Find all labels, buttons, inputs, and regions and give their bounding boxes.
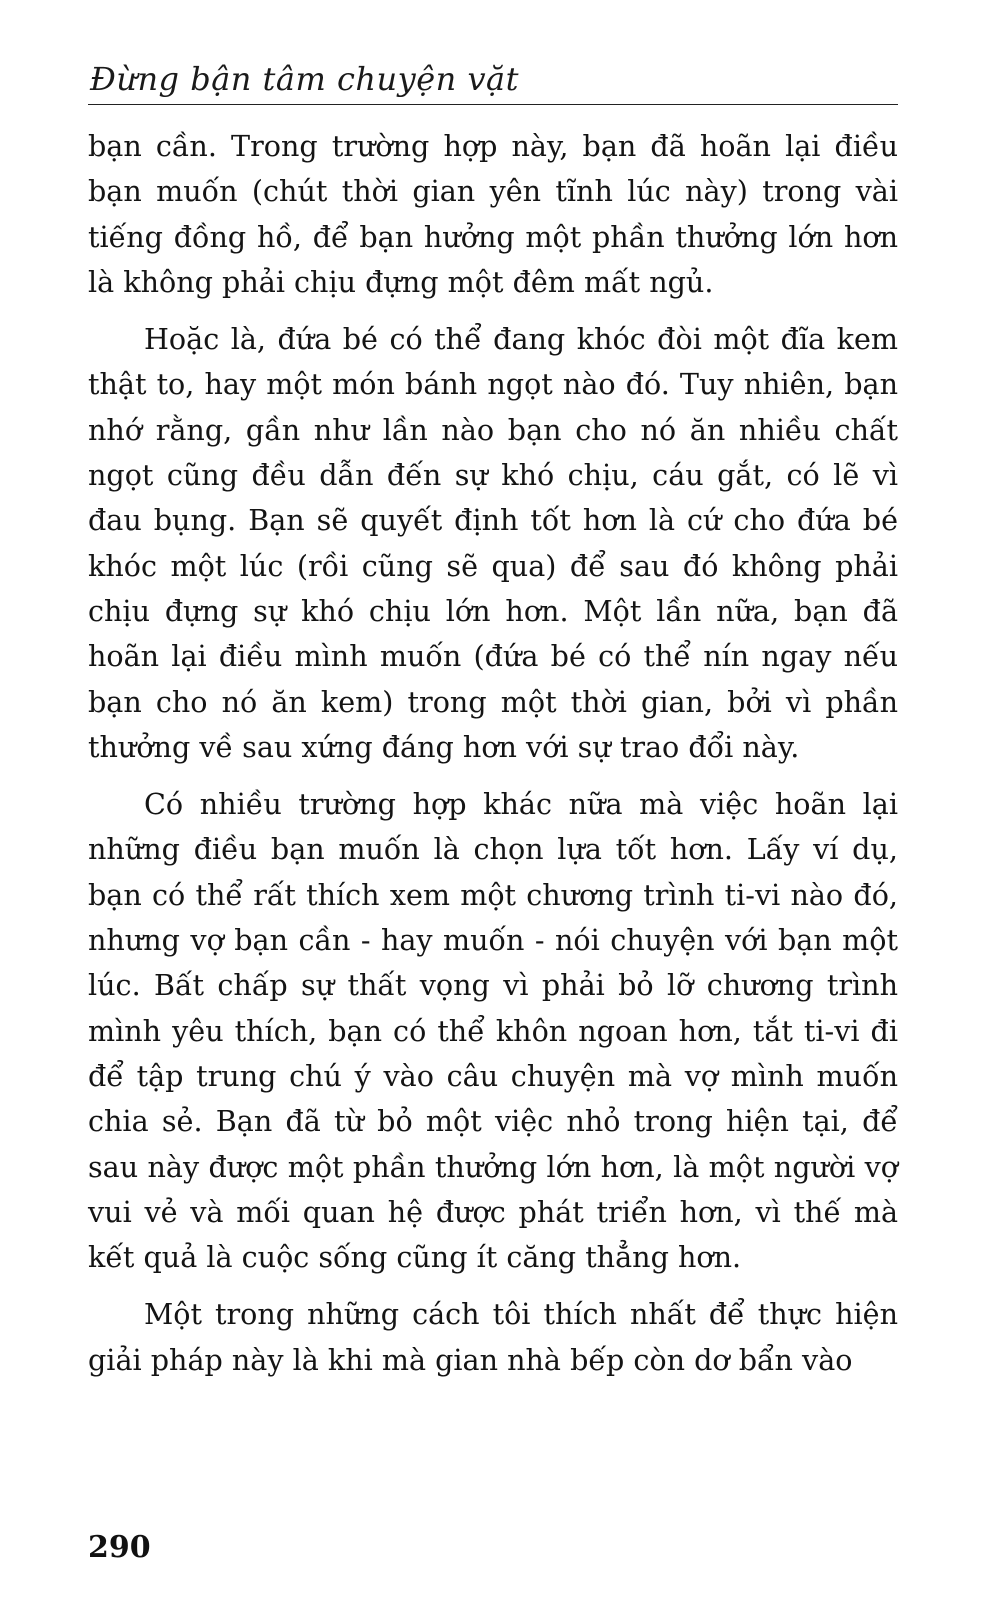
page-number: 290 [88, 1530, 151, 1565]
paragraph: Hoặc là, đứa bé có thể đang khóc đòi một đĩa kem thật to, hay một món bánh ngọt nào đó. Tuy nhiên, bạn nhớ rằng, gần như lần nào bạn cho nó ăn nhiều chất ngọt cũng đều dẫn đến sự khó chịu, cáu gắt, có lẽ vì đau bụng. Bạn sẽ quyết định tốt hơn là cứ cho đứa bé khóc một lúc (rồi cũng sẽ qua) để sau đó không phải chịu đựng sự khó chịu lớn hơn. Một lần nữa, bạn đã hoãn lại điều mình muốn (đứa bé có thể nín ngay nếu bạn cho nó ăn kem) trong một thời gian, bởi vì phần thưởng về sau xứng đáng hơn với sự trao đổi này. [88, 322, 898, 764]
paragraph: Một trong những cách tôi thích nhất để thực hiện giải pháp này là khi mà gian nhà bếp còn dơ bẩn vào [88, 1297, 898, 1377]
paragraph-continuation: bạn cần. Trong trường hợp này, bạn đã hoãn lại điều bạn muốn (chút thời gian yên tĩnh lúc này) trong vài tiếng đồng hồ, để bạn hưởng một phần thưởng lớn hơn là không phải chịu đựng một đêm mất ngủ. [88, 129, 898, 299]
running-title: Đừng bận tâm chuyện vặt [90, 60, 519, 98]
paragraph: Có nhiều trường hợp khác nữa mà việc hoãn lại những điều bạn muốn là chọn lựa tốt hơn. Lấy ví dụ, bạn có thể rất thích xem một chương trình ti-vi nào đó, nhưng vợ bạn cần - hay muốn - nói chuyện với bạn một lúc. Bất chấp sự thất vọng vì phải bỏ lỡ chương trình mình yêu thích, bạn có thể khôn ngoan hơn, tắt ti-vi đi để tập trung chú ý vào câu chuyện mà vợ mình muốn chia sẻ. Bạn đã từ bỏ một việc nhỏ trong hiện tại, để sau này được một phần thưởng lớn hơn, là một người vợ vui vẻ và mối quan hệ được phát triển hơn, vì thế mà kết quả là cuộc sống cũng ít căng thẳng hơn. [88, 787, 898, 1275]
running-header [88, 48, 898, 105]
body-text [88, 124, 898, 1383]
